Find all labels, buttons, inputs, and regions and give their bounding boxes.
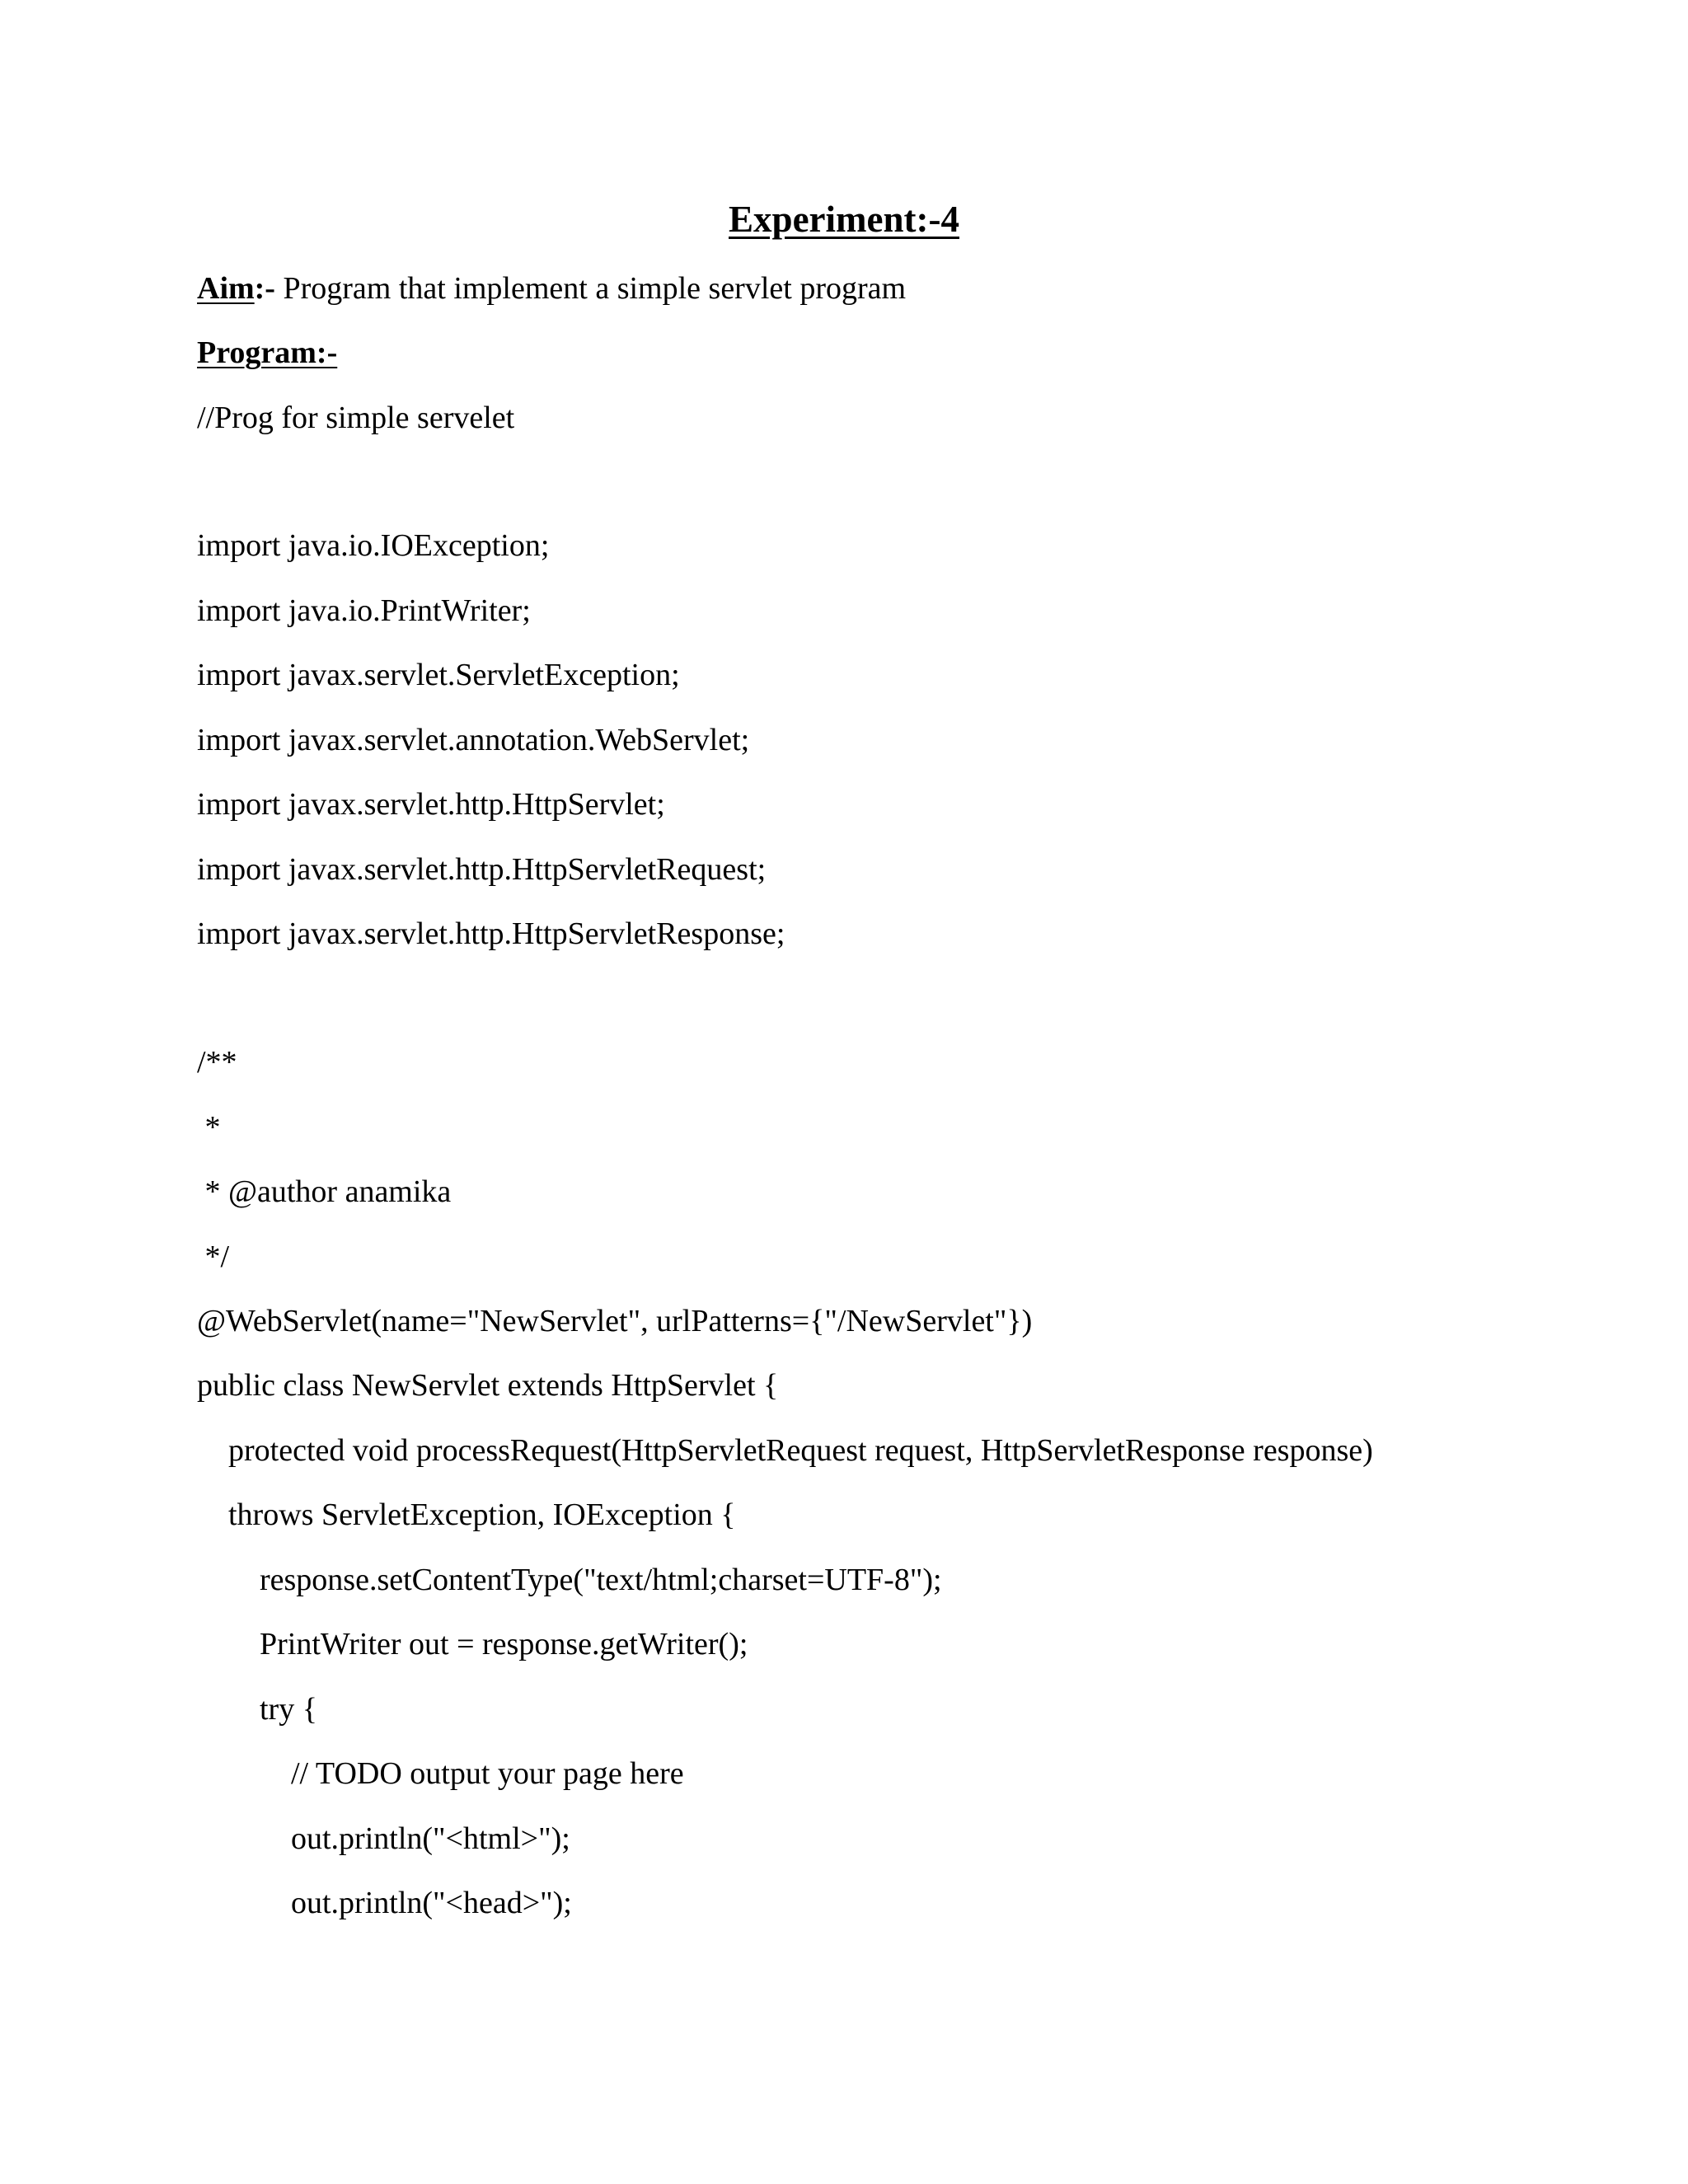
aim-text: Program that implement a simple servlet program [274,271,907,306]
code-line: */ [197,1240,230,1274]
page-title: Experiment:-4 [729,199,959,240]
aim-line [197,268,906,309]
code-line: // TODO output your page here [197,1756,684,1791]
code-line: out.println("<head>"); [197,1886,572,1920]
code-line: import javax.servlet.ServletException; [197,658,680,692]
code-line: import java.io.IOException; [197,528,550,563]
code-line: import java.io.PrintWriter; [197,593,531,628]
code-line: import javax.servlet.http.HttpServletRequest; [197,852,767,887]
code-line: * [197,1110,221,1145]
code-line: * @author anamika [197,1174,452,1209]
code-line: throws ServletException, IOException { [197,1497,736,1532]
code-line: @WebServlet(name="NewServlet", urlPatterns={"/NewServlet"}) [197,1304,1033,1338]
code-line: import javax.servlet.http.HttpServlet; [197,787,665,822]
code-line: out.println("<html>"); [197,1821,570,1856]
code-line: PrintWriter out = response.getWriter(); [197,1627,748,1661]
code-line: import javax.servlet.http.HttpServletResponse; [197,916,785,951]
code-line: import javax.servlet.annotation.WebServlet; [197,723,750,757]
code-comment-line: //Prog for simple servelet [197,401,515,435]
program-label: Program:- [197,335,338,370]
code-line: try { [197,1692,317,1727]
code-line: response.setContentType("text/html;charset=UTF-8"); [197,1563,942,1597]
code-line: protected void processRequest(HttpServletRequest request, HttpServletResponse response) [197,1433,1373,1468]
aim-separator: :- [254,271,275,306]
code-line: /** [197,1045,237,1080]
code-line: public class NewServlet extends HttpServlet { [197,1368,779,1403]
aim-label: Aim [197,271,255,306]
